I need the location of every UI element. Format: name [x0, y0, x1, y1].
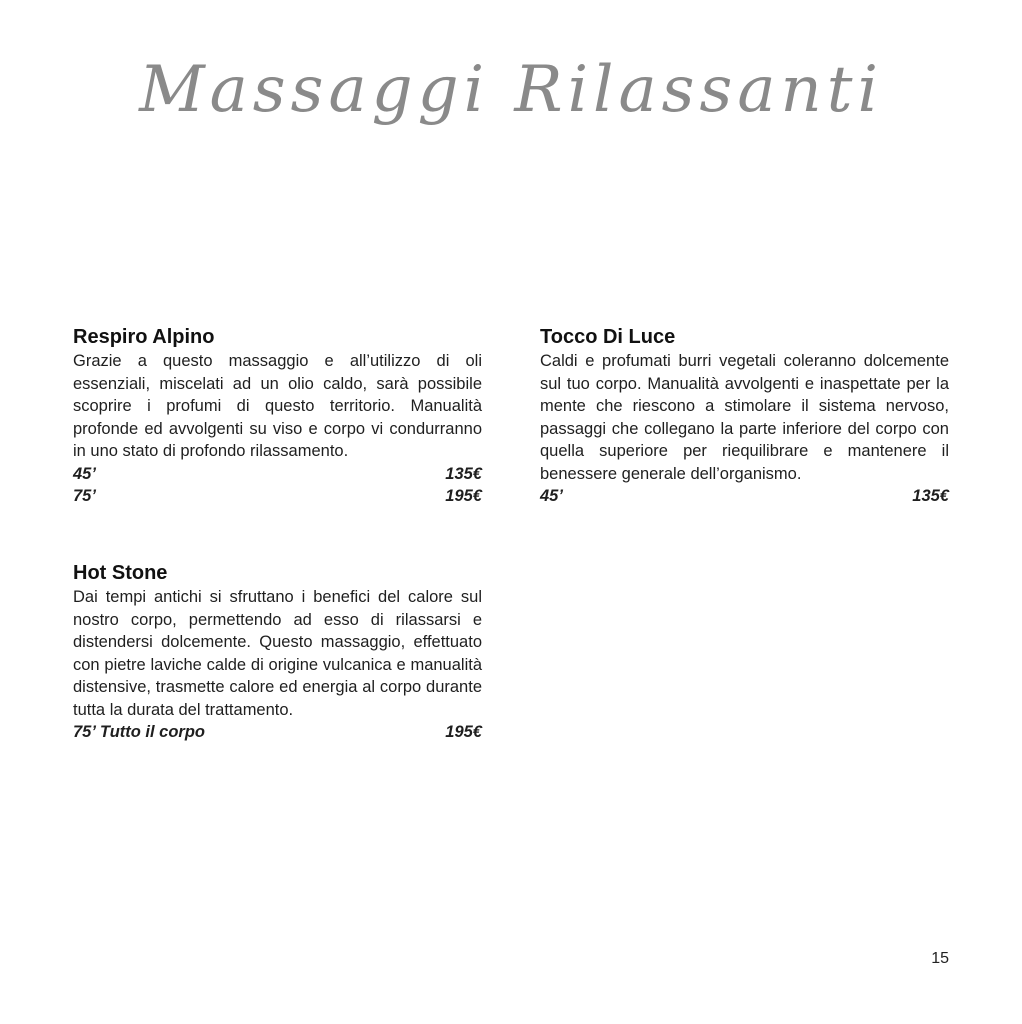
price-amount: 195€ — [445, 723, 482, 741]
price-amount: 135€ — [912, 487, 949, 505]
price-amount: 135€ — [445, 464, 482, 483]
price-duration: 75’ Tutto il corpo — [73, 723, 206, 741]
treatment-description: Dai tempi antichi si sfruttano i benefici del calore sul nostro corpo, permettendo ad esso di rilassarsi e distendersi dolcemente. Questo massaggio, effettuato con pietre laviche calde di origine vulcanica e manualità distensive, trasmette calore ed energia al corpo durante tutta la durata del trattamento. — [73, 588, 482, 719]
treatment-tocco-di-luce — [540, 326, 949, 508]
price-row — [73, 721, 482, 744]
treatment-hot-stone — [73, 562, 482, 744]
treatment-description: Caldi e profumati burri vegetali coleranno dolcemente sul tuo corpo. Manualità avvolgenti e inaspettate per la mente che riescono a stimolare il sistema nervoso, passaggi che collegano la parte inferiore del corpo con quella superiore per riequilibrare e mantenere il benessere generale dell’organismo. — [540, 352, 949, 483]
price-duration: 45’ — [540, 487, 563, 505]
price-row — [73, 485, 482, 508]
treatment-name: Hot Stone — [73, 562, 168, 584]
treatment-name: Respiro Alpino — [73, 326, 215, 348]
price-row — [73, 463, 482, 486]
price-amount: 195€ — [445, 487, 482, 505]
treatment-respiro-alpino — [73, 326, 482, 508]
treatment-description: Grazie a questo massaggio e all’utilizzo di oli essenziali, miscelati ad un olio caldo, sarà possibile scoprire i profumi di questo territorio. Manualità profonde ed avvolgenti su viso e corpo vi condurranno in uno stato di profondo rilassamento. — [73, 352, 482, 460]
page-number: 15 — [931, 950, 949, 967]
price-duration: 45’ — [73, 464, 96, 483]
treatment-name: Tocco Di Luce — [540, 326, 676, 348]
price-duration: 75’ — [73, 487, 96, 505]
page-title: Massaggi Rilassanti — [139, 53, 883, 127]
price-row — [540, 485, 949, 508]
